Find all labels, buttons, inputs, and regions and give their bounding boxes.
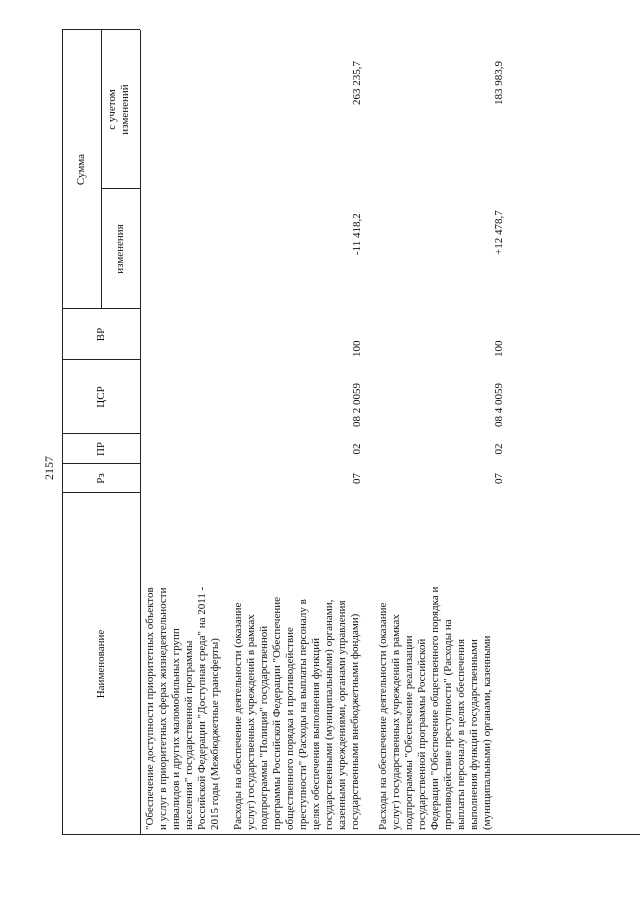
row-3-name-line: выполнения функций государственными bbox=[468, 639, 480, 830]
row-2-name-line: подпрограммы "Полиция" государственной bbox=[258, 625, 270, 830]
row-1-name-line: "Обеспечение доступности приоритетных объектов bbox=[144, 587, 156, 830]
row-3-name-line: противодействие преступности" (Расходы на bbox=[442, 619, 454, 830]
header-vr: ВР bbox=[95, 327, 107, 342]
header-sum: Сумма bbox=[75, 153, 87, 186]
header-csr: ЦСР bbox=[95, 386, 107, 408]
row-2-name bbox=[232, 496, 362, 830]
header-bottom-border bbox=[140, 30, 141, 835]
row-3-name-line: (муниципальными) органами, казенными bbox=[481, 635, 493, 830]
header-changes: изменения bbox=[114, 224, 126, 274]
row-3-name-line: выплаты персоналу в целях обеспечения bbox=[455, 638, 467, 830]
row-1-name-line: Российской Федерации "Доступная среда" на 2011 - bbox=[196, 586, 208, 830]
row-3-name-line: Расходы на обеспечение деятельности (оказание bbox=[377, 602, 389, 830]
row-1-name-line: инвалидов и других маломобильных групп bbox=[170, 628, 182, 830]
row-3-vr: 100 bbox=[493, 340, 505, 357]
row-1-name bbox=[144, 496, 222, 830]
row-2-name-line: преступности" (Расходы на выплаты персоналу в bbox=[297, 599, 309, 830]
row-2-name-line: государственными внебюджетными фондами) bbox=[349, 613, 361, 830]
row-3-name-line: подпрограммы "Обеспечение реализации bbox=[403, 635, 415, 830]
header-rz: Рз bbox=[95, 473, 107, 484]
header-with-changes-line2: изменений bbox=[119, 84, 131, 135]
sum-header-divider bbox=[101, 30, 102, 309]
header-with-changes-line1: с учетом bbox=[106, 89, 118, 130]
row-2-pr: 02 bbox=[351, 443, 363, 455]
header-name: Наименование bbox=[95, 629, 107, 699]
row-2-vr: 100 bbox=[351, 340, 363, 357]
row-2-name-line: государственными (муниципальными) органами, bbox=[323, 599, 335, 830]
page-number: 2157 bbox=[42, 456, 56, 480]
row-3-name-line: Федерации "Обеспечение общественного порядка и bbox=[429, 586, 441, 830]
row-3-change: +12 478,7 bbox=[493, 210, 505, 255]
row-2-total: 263 235,7 bbox=[351, 61, 363, 105]
row-3-name-line: государственной программы Российской bbox=[416, 638, 428, 830]
row-2-name-line: Расходы на обеспечение деятельности (оказание bbox=[232, 602, 244, 830]
row-2-name-line: программы Российской Федерации "Обеспечение bbox=[271, 597, 283, 830]
row-2-name-line: целях обеспечения выполнения функций bbox=[310, 638, 322, 830]
row-3-pr: 02 bbox=[493, 443, 505, 455]
row-2-csr: 08 2 0059 bbox=[351, 383, 363, 427]
row-3-total: 183 983,9 bbox=[493, 61, 505, 105]
row-3-rz: 07 bbox=[493, 473, 505, 484]
row-3-name-line: услуг) государственных учреждений в рамках bbox=[390, 614, 402, 830]
table-left-border bbox=[62, 834, 640, 835]
row-1-name-line: 2015 годы (Межбюджетные трансферты) bbox=[209, 638, 221, 830]
row-3-csr: 08 4 0059 bbox=[493, 383, 505, 427]
row-2-name-line: общественного порядка и противодействие bbox=[284, 627, 296, 830]
row-3-name bbox=[377, 496, 494, 830]
row-2-change: -11 418,2 bbox=[351, 213, 363, 255]
row-2-name-line: услуг) государственных учреждений в рамках bbox=[245, 614, 257, 830]
row-1-name-line: и услуг в приоритетных сферах жизнедеятельности bbox=[157, 587, 169, 830]
row-1-name-line: населения" государственной программы bbox=[183, 640, 195, 830]
row-2-rz: 07 bbox=[351, 473, 363, 484]
header-pr: ПР bbox=[95, 441, 107, 457]
row-2-name-line: казенными учреждениями, органами управления bbox=[336, 600, 348, 830]
